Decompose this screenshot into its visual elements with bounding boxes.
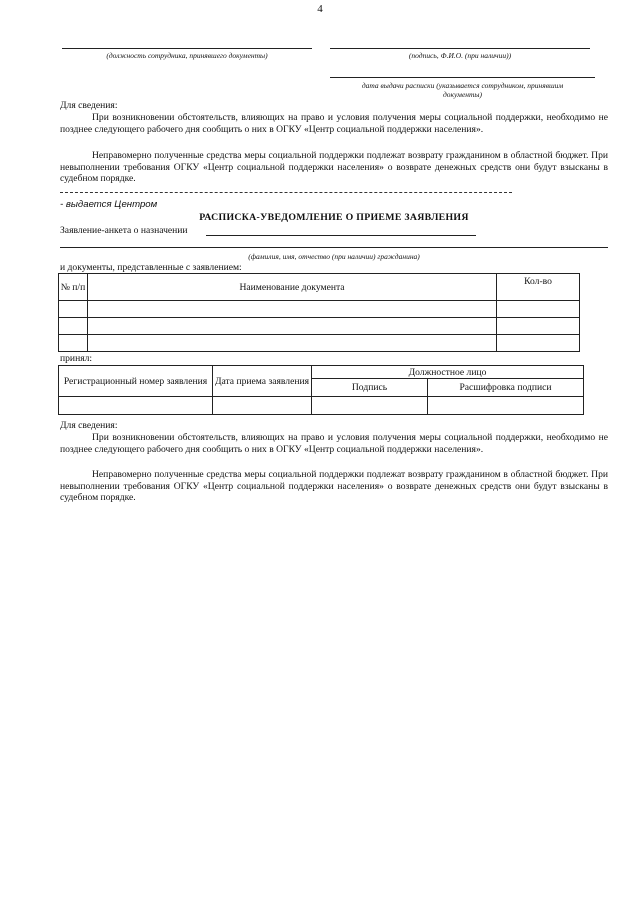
reg-col-signature-decode: Расшифровка подписи (428, 379, 584, 397)
signature-caption: (подпись, Ф.И.О. (при наличии)) (408, 51, 512, 60)
reg-col-signature: Подпись (312, 379, 428, 397)
notice2-heading: Для сведения: (60, 420, 118, 431)
reg-col-date: Дата приема заявления (213, 366, 312, 397)
table-row (59, 301, 580, 318)
issued-by: - выдается Центром (60, 199, 158, 210)
date-caption-line1: дата выдачи расписки (указывается сотрудником, принявшим (361, 81, 564, 90)
date-caption-line2: документы) (442, 90, 483, 99)
registration-table (58, 365, 584, 415)
position-line (62, 48, 312, 49)
documents-table (58, 273, 580, 352)
doc-col-name: Наименование документа (88, 274, 497, 301)
table-row (59, 318, 580, 335)
date-line (330, 77, 595, 78)
documents-label: и документы, представленные с заявлением: (60, 262, 242, 273)
receipt-title: РАСПИСКА-УВЕДОМЛЕНИЕ О ПРИЕМЕ ЗАЯВЛЕНИЯ (199, 212, 469, 223)
notice1-para2: Неправомерно полученные средства меры социальной поддержки подлежат возврату гражданином в областной бюджет. При невыполнении требования ОГКУ «Центр социальной поддержки населения» о возврате денежных средств они будут взысканы в судебном порядке. (60, 150, 608, 185)
cut-line (60, 192, 512, 193)
notice2-para2: Неправомерно полученные средства меры социальной поддержки подлежат возврату гражданином в областной бюджет. При невыполнении требования ОГКУ «Центр социальной поддержки населения» о возврате денежных средств они будут взысканы в судебном порядке. (60, 469, 608, 504)
table-row (59, 397, 584, 415)
application-label: Заявление-анкета о назначении (60, 225, 188, 236)
page-number: 4 (317, 3, 323, 15)
notice1-para1: При возникновении обстоятельств, влияющих на право и условия получения меры социальной поддержки, необходимо не позднее следующего рабочего дня сообщить о них в ОГКУ «Центр социальной поддержки населения». (60, 112, 608, 135)
accepted-label: принял: (60, 353, 93, 364)
notice2-para1: При возникновении обстоятельств, влияющих на право и условия получения меры социальной поддержки, необходимо не позднее следующего рабочего дня сообщить о них в ОГКУ «Центр социальной поддержки населения». (60, 432, 608, 455)
notice1-heading: Для сведения: (60, 100, 118, 111)
signature-line (330, 48, 590, 49)
doc-col-number: № п/п (59, 274, 88, 301)
application-type-line (206, 235, 476, 236)
table-row (59, 335, 580, 352)
reg-col-number: Регистрационный номер заявления (59, 366, 213, 397)
applicant-name-line (60, 247, 608, 248)
doc-col-qty: Кол-во (497, 274, 580, 301)
position-caption: (должность сотрудника, принявшего документы) (106, 51, 268, 60)
applicant-name-caption: (фамилия, имя, отчество (при наличии) гражданина) (248, 252, 420, 261)
reg-col-official: Должностное лицо (312, 366, 584, 379)
